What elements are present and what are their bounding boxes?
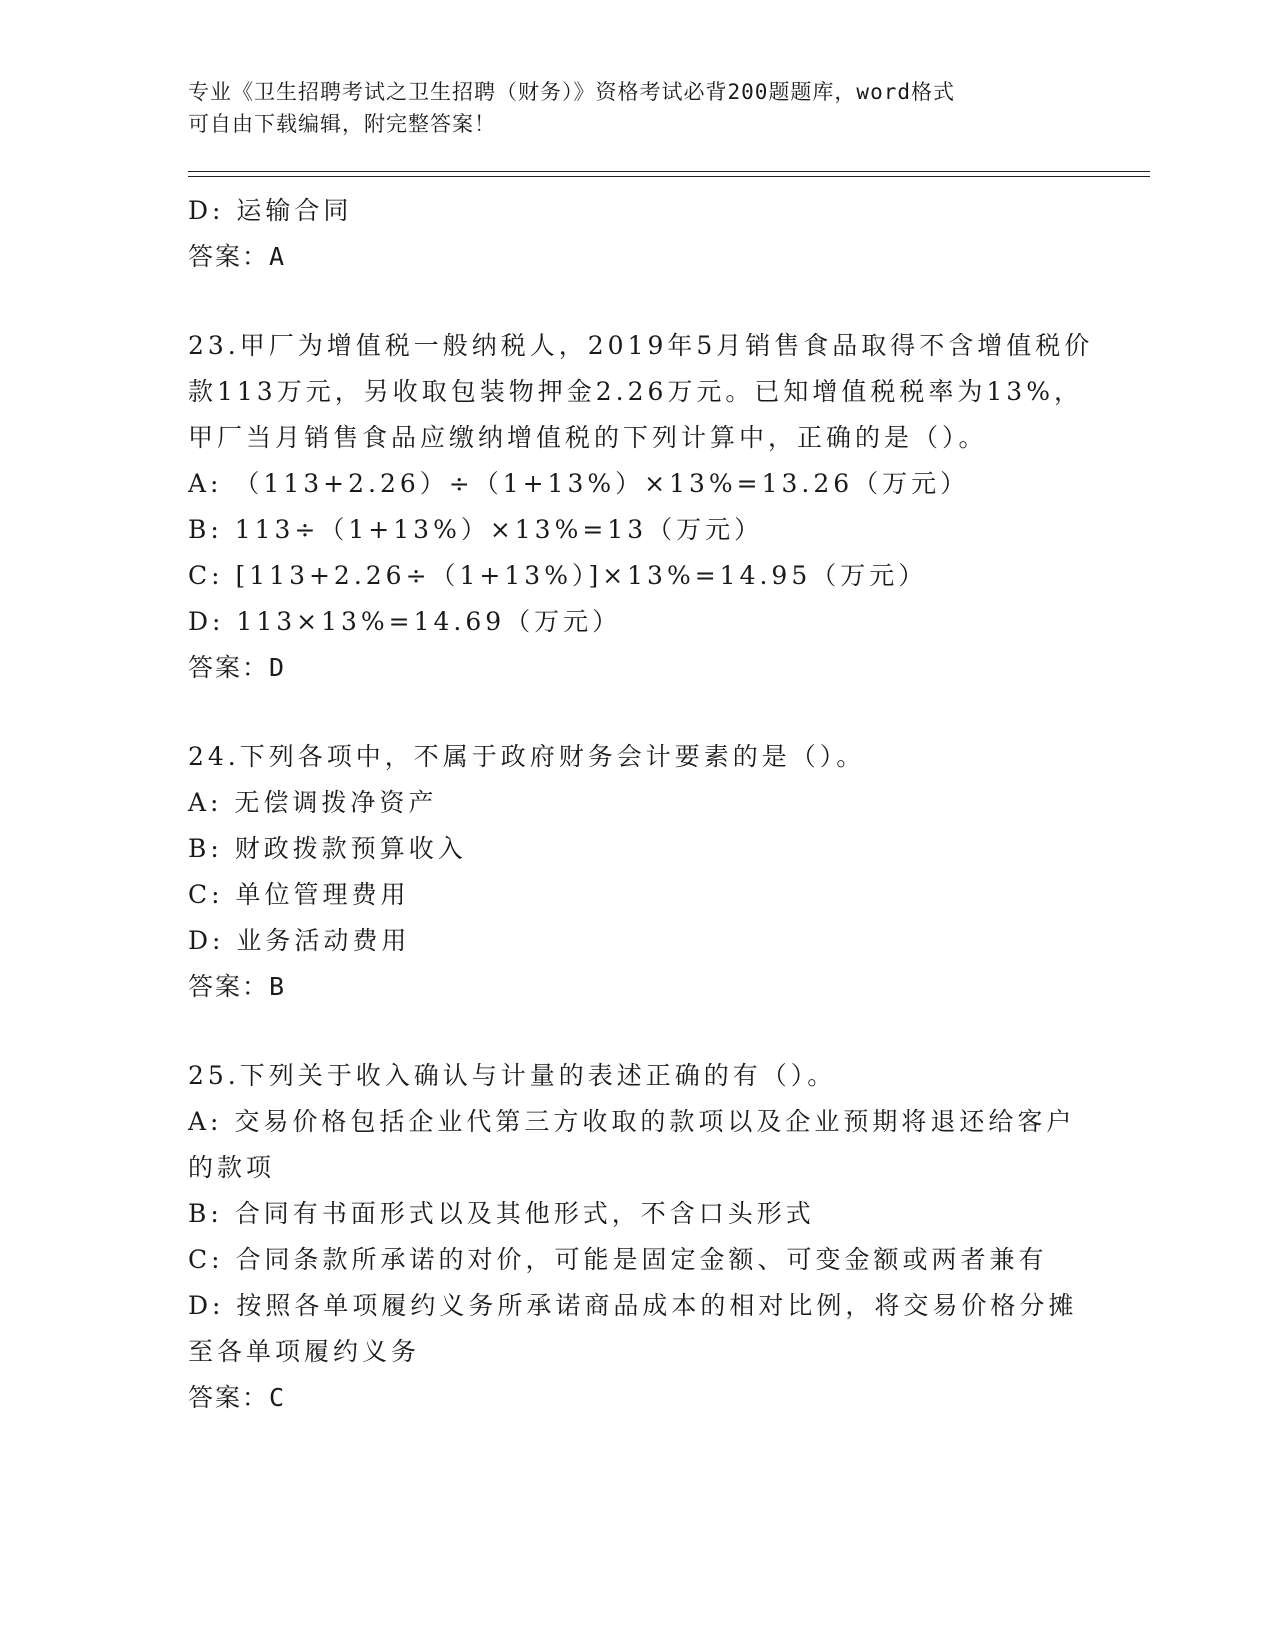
- option-b: B: 合同有书面形式以及其他形式，不含口头形式: [188, 1199, 815, 1228]
- question-block-24: [188, 734, 1088, 1010]
- option-d: D: 113×13%=14.69（万元）: [188, 607, 622, 636]
- answer-line: 答案：D: [188, 653, 287, 682]
- option-d-continued: 至各单项履约义务: [188, 1337, 421, 1366]
- answer-line: 答案：C: [188, 1383, 287, 1412]
- answer-line: 答案：B: [188, 972, 287, 1001]
- document-header: [188, 76, 1088, 140]
- question-block-25: [188, 1053, 1088, 1421]
- option-d: D: 业务活动费用: [188, 926, 411, 955]
- question-text: 24.下列各项中，不属于政府财务会计要素的是（）。: [188, 742, 866, 771]
- option-d: D: 运输合同: [188, 196, 353, 225]
- answer-line: 答案：A: [188, 242, 287, 271]
- option-b: B: 财政拨款预算收入: [188, 834, 467, 863]
- question-block-23: [188, 323, 1094, 691]
- header-divider-bottom: [188, 176, 1150, 177]
- option-a: A: （113+2.26）÷（1+13%）×13%=13.26（万元）: [188, 469, 970, 498]
- question-text: 25.下列关于收入确认与计量的表述正确的有（）。: [188, 1061, 837, 1090]
- option-c: C: 单位管理费用: [188, 880, 410, 909]
- option-c: C: 合同条款所承诺的对价，可能是固定金额、可变金额或两者兼有: [188, 1245, 1048, 1274]
- option-a: A: 无偿调拨净资产: [188, 788, 438, 817]
- header-title-line-2: 可自由下载编辑，附完整答案！: [188, 112, 496, 136]
- option-b: B: 113÷（1+13%）×13%=13（万元）: [188, 515, 764, 544]
- header-title-line-1: 专业《卫生招聘考试之卫生招聘（财务）》资格考试必背200题题库，word格式: [188, 80, 955, 104]
- question-text: 款113万元，另收取包装物押金2.26万元。已知增值税税率为13%，: [188, 377, 1083, 406]
- option-a: A: 交易价格包括企业代第三方收取的款项以及企业预期将退还给客户: [188, 1107, 1076, 1136]
- option-d: D: 按照各单项履约义务所承诺商品成本的相对比例，将交易价格分摊: [188, 1291, 1078, 1320]
- question-text: 23.甲厂为增值税一般纳税人，2019年5月销售食品取得不含增值税价: [188, 331, 1094, 360]
- question-text: 甲厂当月销售食品应缴纳增值税的下列计算中，正确的是（）。: [188, 423, 988, 452]
- question-list: [188, 188, 1094, 1421]
- option-c: C: [113+2.26÷（1+13%）]×13%=14.95（万元）: [188, 561, 928, 590]
- question-block-22: [188, 188, 1088, 280]
- header-divider-top: [188, 171, 1150, 172]
- option-a-continued: 的款项: [188, 1153, 276, 1182]
